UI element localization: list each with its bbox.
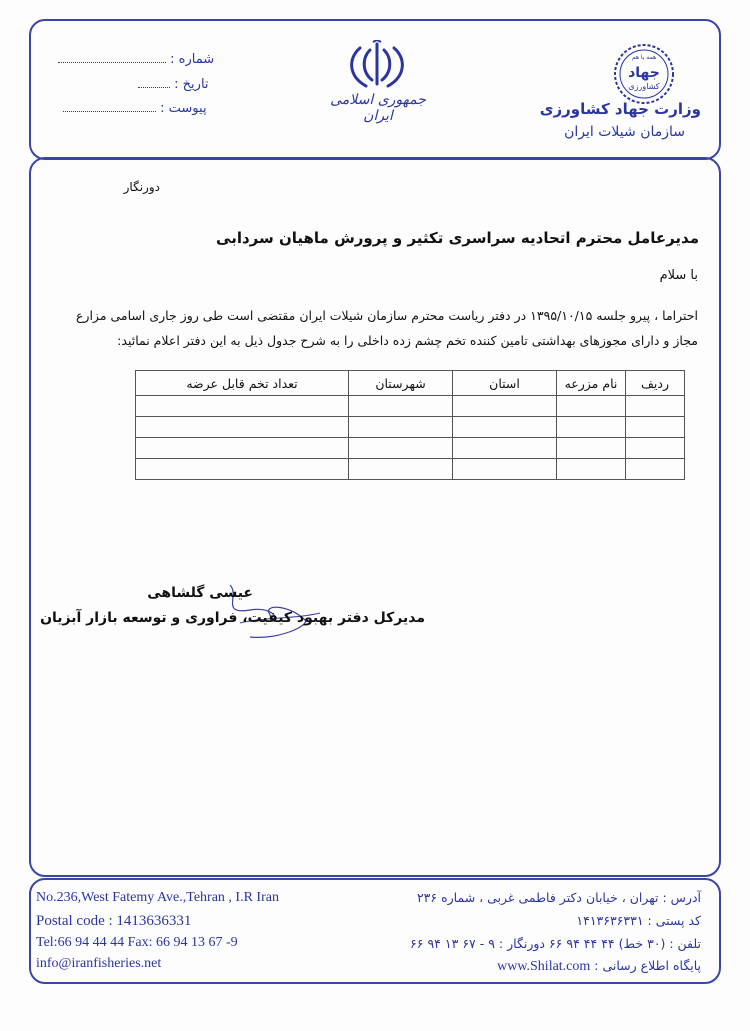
number-dotted-line [58, 52, 166, 63]
signatory-title: مدیرکل دفتر بهبود کیفیت، فراوری و توسعه بازار آبزیان [40, 610, 425, 626]
letter-body-frame [29, 157, 721, 877]
attachment-dotted-line [63, 101, 156, 112]
footer-postal-fa: کد پستی : ۱۴۱۳۶۳۶۳۳۱ [576, 913, 701, 928]
paragraph-line-2: مجاز و دارای مجوزهای بهداشتی تامین کننده تخم چشم زده داخلی را به شرح جدول ذیل به این دفتر اعلام نمائید: [117, 333, 698, 348]
table-header-row [136, 371, 685, 396]
website-label: پایگاه اطلاع رسانی : [594, 958, 701, 973]
footer-tel-fa: تلفن : (۳۰ خط) ۴۴ ۴۴ ۹۴ ۶۶ دورنگار : ۹ - ۶۷ ۱۳ ۹۴ ۶۶ [410, 936, 701, 951]
ministry-logo-icon [612, 42, 676, 106]
signatory-name: عیسی گلشاهی [147, 585, 253, 601]
table-row [136, 438, 685, 459]
logo-text-main: جهاد [628, 65, 660, 81]
date-label: تاریخ : [174, 77, 209, 92]
logo-text-top: همه با هم [631, 54, 657, 61]
iran-emblem-icon [346, 40, 408, 90]
organization-name: سازمان شیلات ایران [564, 124, 685, 140]
footer-address-fa: آدرس : تهران ، خیابان دکتر فاطمی غربی ، شماره ۲۳۶ [416, 890, 701, 905]
farms-table [135, 370, 685, 480]
recipient-line: مدیرعامل محترم اتحادیه سراسری تکثیر و پرورش ماهیان سردابی [216, 229, 699, 247]
date-field [138, 77, 209, 92]
paragraph-line-1: احتراما ، پیرو جلسه ۱۳۹۵/۱۰/۱۵ در دفتر ریاست محترم سازمان شیلات ایران مقتضی است طی روز جاری اسامی مزارع [75, 308, 698, 323]
footer-tel-en: Tel:66 94 44 44 Fax: 66 94 13 67 -9 [36, 935, 238, 950]
column-header-province: استان [453, 371, 557, 396]
date-dotted-line [138, 77, 170, 88]
column-header-city: شهرستان [349, 371, 453, 396]
table-row [136, 396, 685, 417]
footer-website-line [497, 958, 701, 975]
column-header-row-number: ردیف [626, 371, 685, 396]
footer-address-en: No.236,West Fatemy Ave.,Tehran , I.R Iran [36, 890, 279, 905]
logo-text-bottom: کشاورزی [628, 82, 660, 91]
fax-label: دورنگار [123, 180, 160, 194]
table-row [136, 459, 685, 480]
number-field [58, 52, 214, 67]
attachment-label: پیوست : [160, 101, 207, 116]
footer-postal-en: Postal code : 1413636331 [36, 913, 192, 929]
number-label: شماره : [170, 52, 215, 67]
ministry-name: وزارت جهاد کشاورزی [539, 100, 701, 118]
republic-caption: جمهوری اسلامی ایران [330, 92, 426, 124]
footer-email[interactable]: info@iranfisheries.net [36, 956, 162, 971]
greeting: با سلام [659, 268, 698, 283]
attachment-field [63, 101, 207, 116]
table-row [136, 417, 685, 438]
website-link[interactable]: www.Shilat.com [497, 959, 591, 974]
column-header-egg-count: تعداد تخم قابل عرضه [136, 371, 349, 396]
column-header-farm-name: نام مزرعه [557, 371, 626, 396]
